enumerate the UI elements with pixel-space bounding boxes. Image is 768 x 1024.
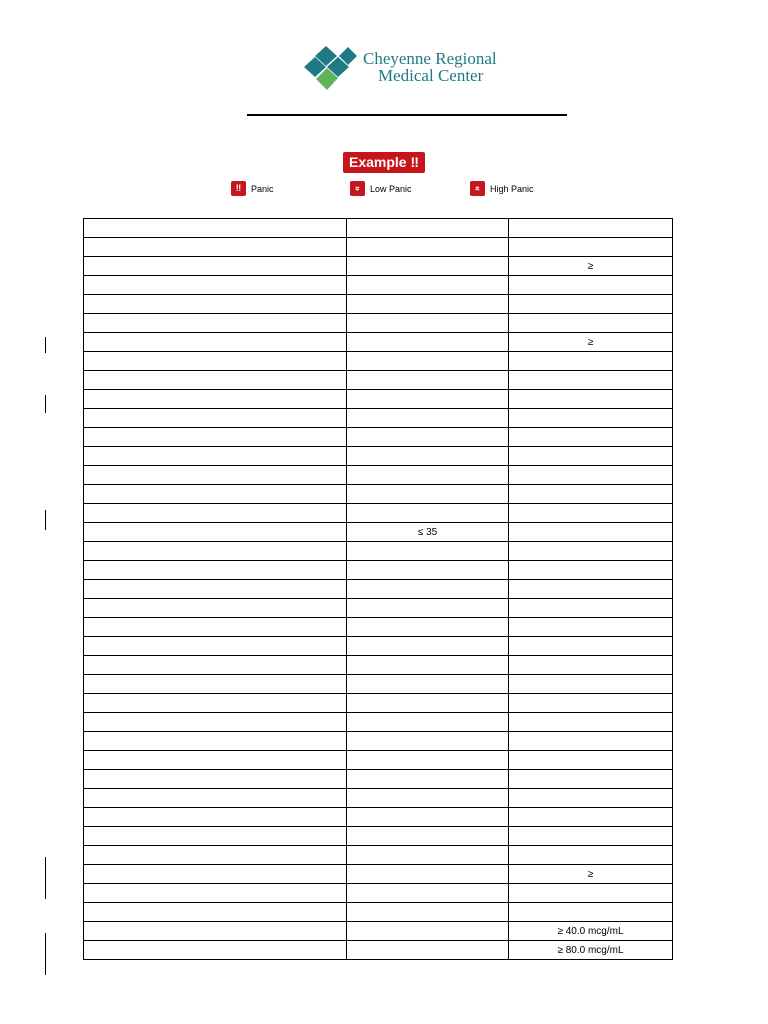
table-cell bbox=[84, 808, 347, 827]
table-cell bbox=[509, 523, 673, 542]
table-cell bbox=[509, 504, 673, 523]
table-row bbox=[84, 770, 673, 789]
table-row bbox=[84, 295, 673, 314]
table-row bbox=[84, 694, 673, 713]
table-cell bbox=[347, 618, 509, 637]
table-row bbox=[84, 238, 673, 257]
table-row bbox=[84, 466, 673, 485]
table-cell bbox=[509, 409, 673, 428]
table-cell bbox=[84, 751, 347, 770]
table-cell bbox=[347, 941, 509, 960]
table-row bbox=[84, 637, 673, 656]
table-cell bbox=[347, 675, 509, 694]
table-row bbox=[84, 542, 673, 561]
table-row bbox=[84, 846, 673, 865]
table-cell bbox=[84, 504, 347, 523]
table-cell bbox=[347, 789, 509, 808]
table-cell bbox=[84, 675, 347, 694]
table-cell: ≥ 40.0 mcg/mL bbox=[509, 922, 673, 941]
table-row bbox=[84, 314, 673, 333]
table-cell bbox=[347, 485, 509, 504]
table-cell bbox=[84, 295, 347, 314]
table-cell bbox=[347, 371, 509, 390]
table-cell bbox=[509, 314, 673, 333]
table-cell bbox=[509, 903, 673, 922]
table-row bbox=[84, 808, 673, 827]
table-cell bbox=[84, 846, 347, 865]
table-row bbox=[84, 618, 673, 637]
table-cell bbox=[84, 352, 347, 371]
table-cell bbox=[347, 447, 509, 466]
table-cell bbox=[509, 751, 673, 770]
table-row bbox=[84, 371, 673, 390]
table-row bbox=[84, 732, 673, 751]
table-cell bbox=[509, 352, 673, 371]
table-row bbox=[84, 713, 673, 732]
table-row bbox=[84, 751, 673, 770]
table-row bbox=[84, 276, 673, 295]
table-cell bbox=[509, 732, 673, 751]
table-cell bbox=[347, 827, 509, 846]
table-cell bbox=[84, 390, 347, 409]
logo-name-line1: Cheyenne Regional bbox=[363, 49, 497, 68]
table-row bbox=[84, 789, 673, 808]
table-cell: ≥ bbox=[509, 865, 673, 884]
logo-name-line2: Medical Center bbox=[378, 66, 484, 85]
table-cell bbox=[347, 428, 509, 447]
table-cell bbox=[509, 846, 673, 865]
table-cell bbox=[509, 599, 673, 618]
table-cell bbox=[84, 580, 347, 599]
table-cell bbox=[509, 561, 673, 580]
table-row bbox=[84, 504, 673, 523]
table-cell bbox=[84, 941, 347, 960]
diamond-logo-icon bbox=[304, 44, 360, 96]
table-cell bbox=[84, 713, 347, 732]
table-row bbox=[84, 884, 673, 903]
table-cell bbox=[84, 219, 347, 238]
table-cell bbox=[509, 371, 673, 390]
table-cell bbox=[84, 656, 347, 675]
table-cell bbox=[509, 447, 673, 466]
table-cell bbox=[347, 713, 509, 732]
table-cell bbox=[84, 618, 347, 637]
table-cell bbox=[84, 314, 347, 333]
table-row bbox=[84, 827, 673, 846]
table-cell bbox=[509, 428, 673, 447]
table-cell bbox=[347, 295, 509, 314]
legend-panic bbox=[231, 180, 274, 197]
table-cell bbox=[84, 371, 347, 390]
table-row bbox=[84, 941, 673, 960]
table-cell bbox=[347, 599, 509, 618]
table-cell bbox=[84, 922, 347, 941]
table-cell bbox=[347, 580, 509, 599]
table-cell bbox=[347, 694, 509, 713]
table-cell bbox=[347, 770, 509, 789]
table-cell bbox=[84, 561, 347, 580]
table-cell bbox=[84, 903, 347, 922]
table-cell bbox=[84, 428, 347, 447]
hospital-logo bbox=[304, 44, 514, 96]
table-cell bbox=[84, 789, 347, 808]
table-cell bbox=[84, 447, 347, 466]
table-cell bbox=[347, 352, 509, 371]
table-cell bbox=[84, 865, 347, 884]
table-cell bbox=[347, 542, 509, 561]
table-cell bbox=[84, 276, 347, 295]
table-cell bbox=[84, 333, 347, 352]
table-cell bbox=[347, 922, 509, 941]
table-cell bbox=[347, 238, 509, 257]
table-cell bbox=[84, 523, 347, 542]
table-row bbox=[84, 352, 673, 371]
table-row bbox=[84, 656, 673, 675]
table-row bbox=[84, 257, 673, 276]
table-cell bbox=[84, 694, 347, 713]
table-cell bbox=[347, 903, 509, 922]
table-cell bbox=[509, 789, 673, 808]
table-cell bbox=[84, 884, 347, 903]
table-cell bbox=[84, 542, 347, 561]
chevron-up-double-icon: « bbox=[470, 181, 485, 196]
table-row bbox=[84, 219, 673, 238]
lab-values-table bbox=[83, 218, 673, 960]
revision-bar bbox=[45, 395, 46, 413]
table-cell bbox=[509, 808, 673, 827]
table-cell bbox=[84, 409, 347, 428]
double-exclamation-icon: ‼ bbox=[231, 181, 246, 196]
table-cell bbox=[509, 675, 673, 694]
table-cell bbox=[84, 770, 347, 789]
table-cell bbox=[347, 257, 509, 276]
table-cell bbox=[509, 884, 673, 903]
table-cell bbox=[347, 333, 509, 352]
table-cell bbox=[347, 656, 509, 675]
table-row bbox=[84, 428, 673, 447]
revision-bar bbox=[45, 510, 46, 530]
table-cell bbox=[347, 276, 509, 295]
table-cell bbox=[347, 637, 509, 656]
revision-bar bbox=[45, 933, 46, 975]
table-cell bbox=[509, 827, 673, 846]
table-cell bbox=[84, 637, 347, 656]
table-row bbox=[84, 561, 673, 580]
table-cell bbox=[509, 694, 673, 713]
table-cell bbox=[84, 485, 347, 504]
table-cell bbox=[347, 314, 509, 333]
table-cell bbox=[347, 751, 509, 770]
table-row bbox=[84, 580, 673, 599]
table-cell: ≥ bbox=[509, 257, 673, 276]
table-row bbox=[84, 447, 673, 466]
lab-values-body bbox=[84, 219, 673, 960]
table-row bbox=[84, 485, 673, 504]
legend-low-panic-label: Low Panic bbox=[370, 183, 412, 194]
table-row bbox=[84, 903, 673, 922]
table-cell bbox=[347, 466, 509, 485]
table-cell bbox=[509, 580, 673, 599]
example-badge: Example ‼ bbox=[343, 152, 425, 173]
table-cell bbox=[509, 637, 673, 656]
legend-high-panic bbox=[470, 180, 534, 197]
legend-low-panic bbox=[350, 180, 412, 197]
table-row bbox=[84, 333, 673, 352]
table-row bbox=[84, 523, 673, 542]
table-row bbox=[84, 865, 673, 884]
table-cell bbox=[347, 846, 509, 865]
table-cell bbox=[84, 599, 347, 618]
table-cell bbox=[347, 865, 509, 884]
revision-bar bbox=[45, 857, 46, 899]
table-cell: ≤ 35 bbox=[347, 523, 509, 542]
table-cell: ≥ bbox=[509, 333, 673, 352]
table-cell bbox=[509, 542, 673, 561]
table-cell bbox=[509, 390, 673, 409]
table-cell bbox=[84, 732, 347, 751]
table-row bbox=[84, 409, 673, 428]
legend-panic-label: Panic bbox=[251, 183, 274, 194]
table-cell bbox=[347, 504, 509, 523]
table-cell bbox=[509, 656, 673, 675]
table-cell bbox=[84, 466, 347, 485]
table-cell bbox=[509, 219, 673, 238]
table-cell bbox=[347, 219, 509, 238]
table-row bbox=[84, 675, 673, 694]
table-cell: ≥ 80.0 mcg/mL bbox=[509, 941, 673, 960]
title-underline bbox=[247, 114, 567, 116]
table-cell bbox=[509, 770, 673, 789]
table-cell bbox=[84, 827, 347, 846]
table-cell bbox=[509, 276, 673, 295]
table-cell bbox=[509, 713, 673, 732]
table-cell bbox=[509, 618, 673, 637]
table-cell bbox=[347, 732, 509, 751]
table-cell bbox=[509, 295, 673, 314]
table-cell bbox=[509, 466, 673, 485]
revision-bar bbox=[45, 337, 46, 353]
table-row bbox=[84, 922, 673, 941]
table-cell bbox=[84, 238, 347, 257]
table-cell bbox=[84, 257, 347, 276]
chevron-down-double-icon: » bbox=[350, 181, 365, 196]
table-cell bbox=[347, 808, 509, 827]
table-row bbox=[84, 390, 673, 409]
table-cell bbox=[347, 390, 509, 409]
table-row bbox=[84, 599, 673, 618]
table-cell bbox=[347, 561, 509, 580]
table-cell bbox=[509, 485, 673, 504]
table-cell bbox=[509, 238, 673, 257]
legend-high-panic-label: High Panic bbox=[490, 183, 534, 194]
table-cell bbox=[347, 409, 509, 428]
table-cell bbox=[347, 884, 509, 903]
